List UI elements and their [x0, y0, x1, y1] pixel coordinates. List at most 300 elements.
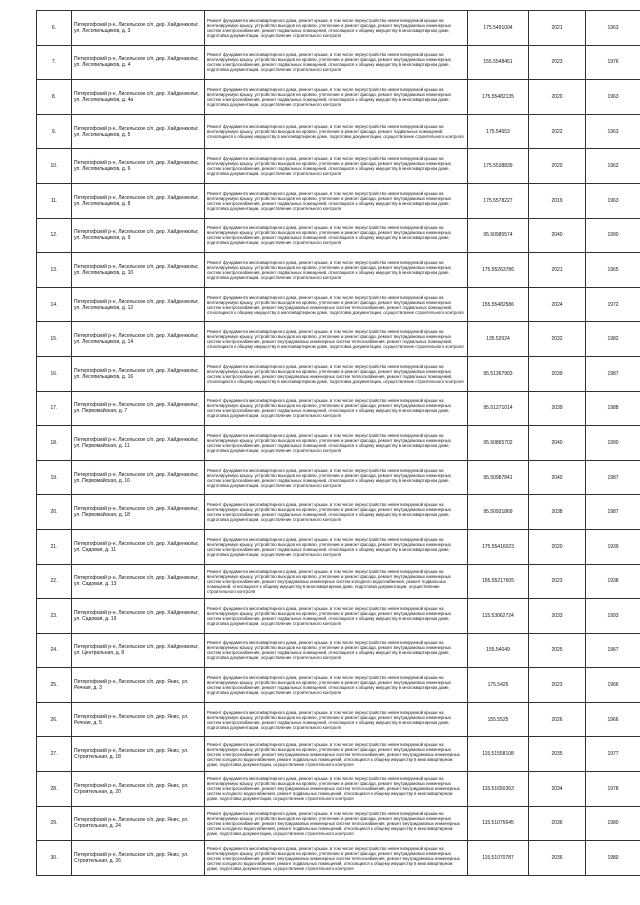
row-number-text: 29.: [50, 820, 58, 827]
cost-cell: [468, 356, 529, 391]
table-row: [37, 633, 640, 668]
cost-cell-text: 95.50985574: [483, 232, 513, 239]
row-number: [37, 356, 72, 391]
cost-cell: [468, 322, 529, 357]
planned-year-cell: [529, 45, 586, 80]
table-row: [37, 702, 640, 737]
cost-cell-text: 115.51650363: [482, 785, 514, 792]
row-number-text: 11.: [50, 197, 58, 204]
work-description-cell-text: Ремонт фундамента многоквартирного дома, ремонт крыши, в том числе переустройство невентилируемой крыши на вентилируемую крышу, устройство выходов на кровлю, утепление и ремонт фасада, ремонт внутридомовых инженерных систем электроснабжения, ремонт подвальных помещений, относящихся к общему имуществу в многоквартирном доме, подготовка документации, осуществление строительного контроля: [207, 640, 451, 661]
planned-year-cell-text: 2021: [551, 266, 563, 273]
built-year-cell-text: 1982: [607, 336, 619, 343]
built-year-cell: [586, 529, 640, 564]
planned-year-cell: [529, 495, 586, 530]
cost-cell-text: 175.5578227: [483, 197, 513, 204]
address-cell-text: Петергофский р-н, Лисельское с/п, дер. Хайденкюльт, ул. Лесопильщиков, д. 12: [74, 298, 199, 311]
table-row: [37, 183, 640, 218]
planned-year-cell: [529, 426, 586, 461]
row-number: [37, 426, 72, 461]
cost-cell: [468, 218, 529, 253]
planned-year-cell: [529, 772, 586, 807]
work-description-cell: [205, 737, 468, 772]
planned-year-cell: [529, 702, 586, 737]
cost-cell-text: 95.51367903: [483, 370, 513, 377]
work-description-cell-text: Ремонт фундамента многоквартирного дома, ремонт крыши, в том числе переустройство невентилируемой крыши на вентилируемую крышу, устройство выходов на кровлю, утепление и ремонт фасада, ремонт внутридомовых инженерных систем электроснабжения, ремонт подвальных помещений, относящихся к общему имуществу в многоквартирном доме, подготовка документации, осуществление строительного контроля: [207, 190, 451, 211]
cost-cell: [468, 806, 529, 841]
planned-year-cell-text: 2036: [551, 820, 563, 827]
cost-cell-text: 175.54653: [486, 128, 510, 135]
address-cell-text: Петергофский р-н, Лисельское с/п, дер. Янис, ул. Речная, д. 3: [74, 679, 189, 692]
row-number: [37, 287, 72, 322]
table-row: [37, 599, 640, 634]
built-year-cell-text: 1972: [607, 301, 619, 308]
planned-year-cell-text: 2040: [551, 474, 563, 481]
work-description-cell: [205, 218, 468, 253]
address-cell-text: Петергофский р-н, Лисельское с/п, дер. Хайденкюльт, ул. Первомайская, д. 7: [74, 402, 199, 415]
cost-cell: [468, 183, 529, 218]
built-year-cell-text: 1990: [607, 232, 619, 239]
cost-cell-text: 95.50921869: [483, 509, 513, 516]
built-year-cell-text: 1967: [607, 647, 619, 654]
row-number: [37, 564, 72, 599]
cost-cell: [468, 772, 529, 807]
address-cell: [72, 149, 205, 184]
row-number-text: 7.: [51, 59, 57, 66]
work-description-cell: [205, 391, 468, 426]
planned-year-cell-text: 2033: [551, 612, 563, 619]
cost-cell-text: 175.55482135: [482, 93, 514, 100]
table-row: [37, 287, 640, 322]
row-number-text: 25.: [50, 682, 58, 689]
cost-cell: [468, 668, 529, 703]
row-number-text: 16.: [50, 370, 58, 377]
work-description-cell-text: Ремонт фундамента многоквартирного дома, ремонт крыши, в том числе переустройство невентилируемой крыши на вентилируемую крышу, устройство выходов на кровлю, утепление и ремонт фасада, ремонт подвальных помещений, относящихся к общему имуществу в многоквартирном доме, подготовка документации, осуществление строительного контроля: [207, 124, 464, 140]
cost-cell-text: 115.53062724: [482, 612, 514, 619]
address-cell-text: Петергофский р-н, Лисельское с/п, дер. Янис, ул. Речная, д. 5: [74, 713, 189, 726]
work-description-cell: [205, 495, 468, 530]
built-year-cell-text: 1988: [607, 405, 619, 412]
cost-cell: [468, 633, 529, 668]
planned-year-cell-text: 2024: [551, 301, 563, 308]
built-year-cell-text: 1963: [607, 197, 619, 204]
cost-cell: [468, 495, 529, 530]
planned-year-cell-text: 2025: [551, 647, 563, 654]
address-cell-text: Петергофский р-н, Лисельское с/п, дер. Хайденкюльт, ул. Лесопильщиков, д. 8: [74, 194, 199, 207]
built-year-cell-text: 1966: [607, 682, 619, 689]
row-number-text: 6.: [51, 24, 57, 31]
row-number-text: 17.: [50, 405, 58, 412]
address-cell: [72, 599, 205, 634]
planned-year-cell: [529, 114, 586, 149]
repair-program-table: [36, 10, 640, 876]
planned-year-cell: [529, 841, 586, 876]
planned-year-cell-text: 2026: [551, 716, 563, 723]
table-row: [37, 356, 640, 391]
work-description-cell: [205, 426, 468, 461]
row-number-text: 27.: [50, 751, 58, 758]
address-cell: [72, 633, 205, 668]
work-description-cell-text: Ремонт фундамента многоквартирного дома, ремонт крыши, в том числе переустройство невентилируемой крыши на вентилируемую крышу, устройство выходов на кровлю, утепление и ремонт фасада, ремонт внутридомовых инженерных систем электроснабжения, ремонт подвальных помещений, относящихся к общему имуществу в многоквартирном доме, подготовка документации, осуществление строительного контроля: [207, 502, 451, 523]
work-description-cell-text: Ремонт фундамента многоквартирного дома, ремонт крыши, в том числе переустройство невентилируемой крыши на вентилируемую крышу, устройство выходов на кровлю, утепление и ремонт фасада, ремонт внутридомовых инженерных систем электроснабжения, ремонт подвальных помещений, относящихся к общему имуществу в многоквартирном доме, подготовка документации, осуществление строительного контроля: [207, 52, 451, 73]
table-row: [37, 45, 640, 80]
table-row: [37, 391, 640, 426]
table-row: [37, 564, 640, 599]
table-row: [37, 426, 640, 461]
row-number-text: 13.: [50, 266, 58, 273]
table-row: [37, 114, 640, 149]
built-year-cell-text: 1965: [607, 266, 619, 273]
row-number-text: 8.: [51, 93, 57, 100]
work-description-cell-text: Ремонт фундамента многоквартирного дома, ремонт крыши, в том числе переустройство невентилируемой крыши на вентилируемую крышу, устройство выходов на кровлю, утепление и ремонт фасада, ремонт внутридомовых инженерных систем электроснабжения, ремонт подвальных помещений, относящихся к общему имуществу в многоквартирном доме, подготовка документации, осуществление строительного контроля: [207, 17, 451, 38]
address-cell-text: Петергофский р-н, Лисельское с/п, дер. Хайденкюльт, ул. Садовая, д. 11: [74, 540, 199, 553]
address-cell: [72, 806, 205, 841]
address-cell: [72, 11, 205, 46]
row-number-text: 19.: [50, 474, 58, 481]
built-year-cell: [586, 599, 640, 634]
planned-year-cell-text: 2035: [551, 751, 563, 758]
address-cell-text: Петергофский р-н, Лисельское с/п, дер. Хайденкюльт, ул. Первомайская, д. 16: [74, 471, 199, 484]
planned-year-cell-text: 2023: [551, 59, 563, 66]
planned-year-cell: [529, 183, 586, 218]
address-cell: [72, 322, 205, 357]
address-cell-text: Петергофский р-н, Лисельское с/п, дер. Хайденкюльт, ул. Центральная, д. 8: [74, 644, 199, 657]
table-row: [37, 253, 640, 288]
cost-cell: [468, 80, 529, 115]
address-cell-text: Петергофский р-н, Лисельское с/п, дер. Хайденкюльт, ул. Садовая, д. 19: [74, 609, 199, 622]
work-description-cell: [205, 80, 468, 115]
table-row: [37, 218, 640, 253]
cost-cell-text: 175.55263786: [482, 266, 514, 273]
work-description-cell-text: Ремонт фундамента многоквартирного дома, ремонт крыши, в том числе переустройство невентилируемой крыши на вентилируемую крышу, устройство выходов на кровлю, утепление и ремонт фасада, ремонт внутридомовых инженерных систем электроснабжения, ремонт внутридомовых инженерных систем теплоснабжения, ремонт внутридомовых инженерных систем холодного водоснабжения, ремонт подвальных помещений, относящихся к общему имуществу в многоквартирном доме, подготовка документации, осуществление строительного контроля: [207, 776, 460, 802]
cost-cell: [468, 149, 529, 184]
planned-year-cell: [529, 668, 586, 703]
row-number: [37, 495, 72, 530]
planned-year-cell: [529, 391, 586, 426]
work-description-cell-text: Ремонт фундамента многоквартирного дома, ремонт крыши, в том числе переустройство невентилируемой крыши на вентилируемую крышу, устройство выходов на кровлю, утепление и ремонт фасада, ремонт внутридомовых инженерных систем электроснабжения, ремонт подвальных помещений, относящихся к общему имуществу в многоквартирном доме, подготовка документации, осуществление строительного контроля: [207, 225, 451, 246]
planned-year-cell: [529, 599, 586, 634]
row-number: [37, 183, 72, 218]
planned-year-cell: [529, 11, 586, 46]
built-year-cell: [586, 149, 640, 184]
planned-year-cell-text: 2020: [551, 543, 563, 550]
planned-year-cell: [529, 80, 586, 115]
planned-year-cell-text: 2023: [551, 578, 563, 585]
work-description-cell-text: Ремонт фундамента многоквартирного дома, ремонт крыши, в том числе переустройство невентилируемой крыши на вентилируемую крышу, устройство выходов на кровлю, утепление и ремонт фасада, ремонт внутридомовых инженерных систем электроснабжения, ремонт подвальных помещений, относящихся к общему имуществу в многоквартирном доме, подготовка документации, осуществление строительного контроля: [207, 86, 451, 107]
work-description-cell: [205, 183, 468, 218]
planned-year-cell-text: 2036: [551, 855, 563, 862]
planned-year-cell-text: 2034: [551, 785, 563, 792]
cost-cell: [468, 11, 529, 46]
planned-year-cell: [529, 218, 586, 253]
cost-cell: [468, 391, 529, 426]
planned-year-cell-text: 2039: [551, 405, 563, 412]
row-number-text: 26.: [50, 716, 58, 723]
row-number: [37, 599, 72, 634]
cost-cell-text: 95.51271014: [483, 405, 513, 412]
cost-cell-text: 155.55482586: [482, 301, 514, 308]
address-cell: [72, 460, 205, 495]
cost-cell: [468, 287, 529, 322]
table-row: [37, 737, 640, 772]
work-description-cell: [205, 114, 468, 149]
built-year-cell: [586, 633, 640, 668]
address-cell: [72, 841, 205, 876]
built-year-cell: [586, 772, 640, 807]
work-description-cell-text: Ремонт фундамента многоквартирного дома, ремонт крыши, в том числе переустройство невентилируемой крыши на вентилируемую крышу, устройство выходов на кровлю, утепление и ремонт фасада, ремонт внутридомовых инженерных систем электроснабжения, ремонт подвальных помещений, относящихся к общему имуществу в многоквартирном доме, подготовка документации, осуществление строительного контроля: [207, 432, 451, 453]
planned-year-cell-text: 2021: [551, 24, 563, 31]
address-cell: [72, 287, 205, 322]
address-cell: [72, 495, 205, 530]
built-year-cell: [586, 356, 640, 391]
row-number: [37, 806, 72, 841]
row-number-text: 21.: [50, 543, 58, 550]
row-number: [37, 702, 72, 737]
address-cell-text: Петергофский р-н, Лисельское с/п, дер. Хайденкюльт, ул. Первомайская, д. 18: [74, 506, 199, 519]
address-cell: [72, 391, 205, 426]
address-cell-text: Петергофский р-н, Лисельское с/п, дер. Хайденкюльт, ул. Лесопильщиков, д. 3: [74, 21, 199, 34]
cost-cell-text: 95.50865702: [483, 439, 513, 446]
row-number-text: 22.: [50, 578, 58, 585]
built-year-cell: [586, 702, 640, 737]
built-year-cell: [586, 391, 640, 426]
planned-year-cell: [529, 322, 586, 357]
address-cell-text: Петергофский р-н, Лисельское с/п, дер. Хайденкюльт, ул. Лесопильщиков, д. 10: [74, 263, 199, 276]
planned-year-cell-text: 2020: [551, 163, 563, 170]
row-number-text: 23.: [50, 612, 58, 619]
work-description-cell-text: Ремонт фундамента многоквартирного дома, ремонт крыши, в том числе переустройство невентилируемой крыши на вентилируемую крышу, устройство выходов на кровлю, утепление и ремонт фасада, ремонт внутридомовых инженерных систем электроснабжения, ремонт подвальных помещений, относящихся к общему имуществу в многоквартирном доме, подготовка документации, осуществление строительного контроля: [207, 675, 451, 696]
work-description-cell: [205, 772, 468, 807]
address-cell: [72, 702, 205, 737]
address-cell-text: Петергофский р-н, Лисельское с/п, дер. Хайденкюльт, ул. Лесопильщиков, д. 14: [74, 333, 199, 346]
cost-cell: [468, 737, 529, 772]
row-number: [37, 668, 72, 703]
address-cell: [72, 426, 205, 461]
built-year-cell: [586, 668, 640, 703]
address-cell-text: Петергофский р-н, Лисельское с/п, дер. Хайденкюльт, ул. Лесопильщиков, д. 6: [74, 160, 199, 173]
document-page: [36, 10, 622, 895]
work-description-cell-text: Ремонт фундамента многоквартирного дома, ремонт крыши, в том числе переустройство невентилируемой крыши на вентилируемую крышу, устройство выходов на кровлю, утепление и ремонт фасада, ремонт внутридомовых инженерных систем электроснабжения, ремонт подвальных помещений, относящихся к общему имуществу в многоквартирном доме, подготовка документации, осуществление строительного контроля: [207, 605, 451, 626]
work-description-cell-text: Ремонт фундамента многоквартирного дома, ремонт крыши, в том числе переустройство невентилируемой крыши на вентилируемую крышу, устройство выходов на кровлю, утепление и ремонт фасада, ремонт внутридомовых инженерных систем электроснабжения, ремонт внутридомовых инженерных систем холодного водоснабжения, ремонт подвальных помещений, относящихся к общему имуществу в многоквартирном доме, подготовка документации, осуществление строительного контроля: [207, 568, 451, 594]
row-number: [37, 253, 72, 288]
address-cell: [72, 356, 205, 391]
address-cell: [72, 114, 205, 149]
row-number: [37, 737, 72, 772]
row-number-text: 9.: [51, 128, 57, 135]
work-description-cell: [205, 253, 468, 288]
address-cell-text: Петергофский р-н, Лисельское с/п, дер. Хайденкюльт, ул. Садовая, д. 13: [74, 575, 199, 588]
table-row: [37, 495, 640, 530]
built-year-cell-text: 1966: [607, 716, 619, 723]
built-year-cell: [586, 80, 640, 115]
work-description-cell-text: Ремонт фундамента многоквартирного дома, ремонт крыши, в том числе переустройство невентилируемой крыши на вентилируемую крышу, устройство выходов на кровлю, утепление и ремонт фасада, ремонт внутридомовых инженерных систем электроснабжения, ремонт внутридомовых инженерных систем теплоснабжения, ремонт внутридомовых инженерных систем холодного водоснабжения, ремонт подвальных помещений, относящихся к общему имуществу в многоквартирном доме, подготовка документации, осуществление строительного контроля: [207, 741, 460, 767]
address-cell: [72, 45, 205, 80]
address-cell: [72, 737, 205, 772]
planned-year-cell-text: 2019: [551, 197, 563, 204]
cost-cell-text: 175.5538839: [483, 163, 513, 170]
address-cell: [72, 183, 205, 218]
table-row: [37, 841, 640, 876]
cost-cell-text: 115.51070787: [482, 855, 514, 862]
work-description-cell: [205, 633, 468, 668]
built-year-cell-text: 1987: [607, 509, 619, 516]
cost-cell-text: 115.51558108: [482, 751, 514, 758]
cost-cell-text: 155.5548451: [483, 59, 513, 66]
address-cell-text: Петергофский р-н, Лисельское с/п, дер. Хайденкюльт, ул. Первомайская, д. 11: [74, 436, 199, 449]
row-number: [37, 114, 72, 149]
planned-year-cell: [529, 356, 586, 391]
built-year-cell-text: 1938: [607, 578, 619, 585]
built-year-cell: [586, 426, 640, 461]
cost-cell: [468, 114, 529, 149]
planned-year-cell: [529, 806, 586, 841]
work-description-cell: [205, 11, 468, 46]
built-year-cell-text: 1977: [607, 751, 619, 758]
work-description-cell-text: Ремонт фундамента многоквартирного дома, ремонт крыши, в том числе переустройство невентилируемой крыши на вентилируемую крышу, устройство выходов на кровлю, утепление и ремонт фасада, ремонт внутридомовых инженерных систем электроснабжения, ремонт подвальных помещений, относящихся к общему имуществу в многоквартирном доме, подготовка документации, осуществление строительного контроля: [207, 259, 451, 280]
planned-year-cell-text: 2038: [551, 509, 563, 516]
row-number: [37, 633, 72, 668]
built-year-cell: [586, 11, 640, 46]
built-year-cell-text: 1990: [607, 439, 619, 446]
table-row: [37, 460, 640, 495]
cost-cell: [468, 599, 529, 634]
address-cell: [72, 529, 205, 564]
built-year-cell-text: 1976: [607, 59, 619, 66]
row-number-text: 14.: [50, 301, 58, 308]
row-number: [37, 841, 72, 876]
work-description-cell: [205, 287, 468, 322]
row-number: [37, 11, 72, 46]
work-description-cell-text: Ремонт фундамента многоквартирного дома, ремонт крыши, в том числе переустройство невентилируемой крыши на вентилируемую крышу, устройство выходов на кровлю, утепление и ремонт фасада, ремонт внутридомовых инженерных систем электроснабжения, ремонт внутридомовых инженерных систем теплоснабжения, ремонт подвальных помещений, относящихся к общему имуществу в многоквартирном доме, подготовка документации, осуществление строительного контроля: [207, 294, 464, 315]
planned-year-cell-text: 2040: [551, 232, 563, 239]
address-cell: [72, 564, 205, 599]
planned-year-cell: [529, 149, 586, 184]
work-description-cell-text: Ремонт фундамента многоквартирного дома, ремонт крыши, в том числе переустройство невентилируемой крыши на вентилируемую крышу, устройство выходов на кровлю, утепление и ремонт фасада, ремонт внутридомовых инженерных систем электроснабжения, ремонт внутридомовых инженерных систем теплоснабжения, ремонт подвальных помещений, относящихся к общему имуществу в многоквартирном доме, подготовка документации, осуществление строительного контроля: [207, 329, 464, 350]
work-description-cell: [205, 668, 468, 703]
built-year-cell: [586, 218, 640, 253]
work-description-cell-text: Ремонт фундамента многоквартирного дома, ремонт крыши, в том числе переустройство невентилируемой крыши на вентилируемую крышу, устройство выходов на кровлю, утепление и ремонт фасада, ремонт внутридомовых инженерных систем электроснабжения, ремонт подвальных помещений, относящихся к общему имуществу в многоквартирном доме, подготовка документации, осуществление строительного контроля: [207, 709, 451, 730]
cost-cell-text: 115.51075645: [482, 820, 514, 827]
address-cell: [72, 80, 205, 115]
work-description-cell: [205, 806, 468, 841]
table-row: [37, 806, 640, 841]
cost-cell-text: 95.50987841: [483, 474, 513, 481]
work-description-cell: [205, 599, 468, 634]
built-year-cell-text: 1978: [607, 785, 619, 792]
planned-year-cell: [529, 564, 586, 599]
work-description-cell-text: Ремонт фундамента многоквартирного дома, ремонт крыши, в том числе переустройство невентилируемой крыши на вентилируемую крышу, устройство выходов на кровлю, утепление и ремонт фасада, ремонт внутридомовых инженерных систем электроснабжения, ремонт подвальных помещений, относящихся к общему имуществу в многоквартирном доме, подготовка документации, осуществление строительного контроля: [207, 398, 451, 419]
row-number: [37, 772, 72, 807]
built-year-cell: [586, 460, 640, 495]
cost-cell: [468, 564, 529, 599]
row-number: [37, 529, 72, 564]
built-year-cell: [586, 806, 640, 841]
work-description-cell: [205, 460, 468, 495]
table-row: [37, 11, 640, 46]
address-cell-text: Петергофский р-н, Лисельское с/п, дер. Хайденкюльт, ул. Лесопильщиков, д. 4: [74, 56, 199, 69]
built-year-cell: [586, 114, 640, 149]
table-row: [37, 529, 640, 564]
row-number: [37, 45, 72, 80]
built-year-cell: [586, 253, 640, 288]
work-description-cell: [205, 841, 468, 876]
built-year-cell-text: 1993: [607, 612, 619, 619]
table-row: [37, 149, 640, 184]
planned-year-cell: [529, 529, 586, 564]
row-number-text: 15.: [50, 336, 58, 343]
built-year-cell-text: 1987: [607, 474, 619, 481]
row-number: [37, 218, 72, 253]
built-year-cell: [586, 495, 640, 530]
built-year-cell-text: 1963: [607, 93, 619, 100]
planned-year-cell-text: 2020: [551, 93, 563, 100]
work-description-cell-text: Ремонт фундамента многоквартирного дома, ремонт крыши, в том числе переустройство невентилируемой крыши на вентилируемую крышу, устройство выходов на кровлю, утепление и ремонт фасада, ремонт внутридомовых инженерных систем электроснабжения, ремонт подвальных помещений, относящихся к общему имуществу в многоквартирном доме, подготовка документации, осуществление строительного контроля: [207, 536, 451, 557]
address-cell: [72, 772, 205, 807]
built-year-cell-text: 1980: [607, 820, 619, 827]
work-description-cell: [205, 45, 468, 80]
row-number-text: 18.: [50, 439, 58, 446]
table-row: [37, 772, 640, 807]
built-year-cell-text: 1962: [607, 163, 619, 170]
cost-cell-text: 135.52024: [486, 336, 510, 343]
row-number: [37, 322, 72, 357]
table-body: [37, 11, 640, 876]
work-description-cell: [205, 564, 468, 599]
row-number-text: 30.: [50, 855, 58, 862]
planned-year-cell-text: 2040: [551, 439, 563, 446]
built-year-cell: [586, 841, 640, 876]
work-description-cell: [205, 702, 468, 737]
cost-cell-text: 175.55416023: [482, 543, 514, 550]
work-description-cell-text: Ремонт фундамента многоквартирного дома, ремонт крыши, в том числе переустройство невентилируемой крыши на вентилируемую крышу, устройство выходов на кровлю, утепление и ремонт фасада, ремонт внутридомовых инженерных систем электроснабжения, ремонт внутридомовых инженерных систем теплоснабжения, ремонт внутридомовых инженерных систем холодного водоснабжения, ремонт подвальных помещений, относящихся к общему имуществу в многоквартирном доме, подготовка документации, осуществление строительного контроля: [207, 810, 460, 836]
address-cell-text: Петергофский р-н, Лисельское с/п, дер. Янис, ул. Строительная, д. 26: [74, 852, 189, 865]
address-cell: [72, 218, 205, 253]
cost-cell-text: 175.5425: [487, 682, 509, 689]
table-row: [37, 80, 640, 115]
planned-year-cell: [529, 633, 586, 668]
address-cell: [72, 253, 205, 288]
planned-year-cell: [529, 737, 586, 772]
row-number-text: 28.: [50, 785, 58, 792]
address-cell: [72, 668, 205, 703]
row-number: [37, 391, 72, 426]
built-year-cell-text: 1939: [607, 543, 619, 550]
work-description-cell-text: Ремонт фундамента многоквартирного дома, ремонт крыши, в том числе переустройство невентилируемой крыши на вентилируемую крышу, устройство выходов на кровлю, утепление и ремонт фасада, ремонт внутридомовых инженерных систем электроснабжения, ремонт подвальных помещений, относящихся к общему имуществу в многоквартирном доме, подготовка документации, осуществление строительного контроля: [207, 467, 451, 488]
row-number-text: 10.: [50, 163, 58, 170]
row-number: [37, 149, 72, 184]
cost-cell: [468, 253, 529, 288]
work-description-cell: [205, 356, 468, 391]
cost-cell: [468, 426, 529, 461]
cost-cell-text: 155.55217605: [482, 578, 514, 585]
address-cell-text: Петергофский р-н, Лисельское с/п, дер. Хайденкюльт, ул. Лесопильщиков, д. 9: [74, 229, 199, 242]
planned-year-cell-text: 2032: [551, 336, 563, 343]
row-number: [37, 80, 72, 115]
built-year-cell-text: 1963: [607, 128, 619, 135]
table-row: [37, 322, 640, 357]
row-number-text: 12.: [50, 232, 58, 239]
built-year-cell: [586, 183, 640, 218]
built-year-cell-text: 1980: [607, 855, 619, 862]
built-year-cell: [586, 322, 640, 357]
cost-cell: [468, 841, 529, 876]
table-row: [37, 668, 640, 703]
work-description-cell: [205, 322, 468, 357]
planned-year-cell-text: 2022: [551, 128, 563, 135]
planned-year-cell: [529, 287, 586, 322]
row-number-text: 24.: [50, 647, 58, 654]
built-year-cell: [586, 45, 640, 80]
cost-cell: [468, 460, 529, 495]
